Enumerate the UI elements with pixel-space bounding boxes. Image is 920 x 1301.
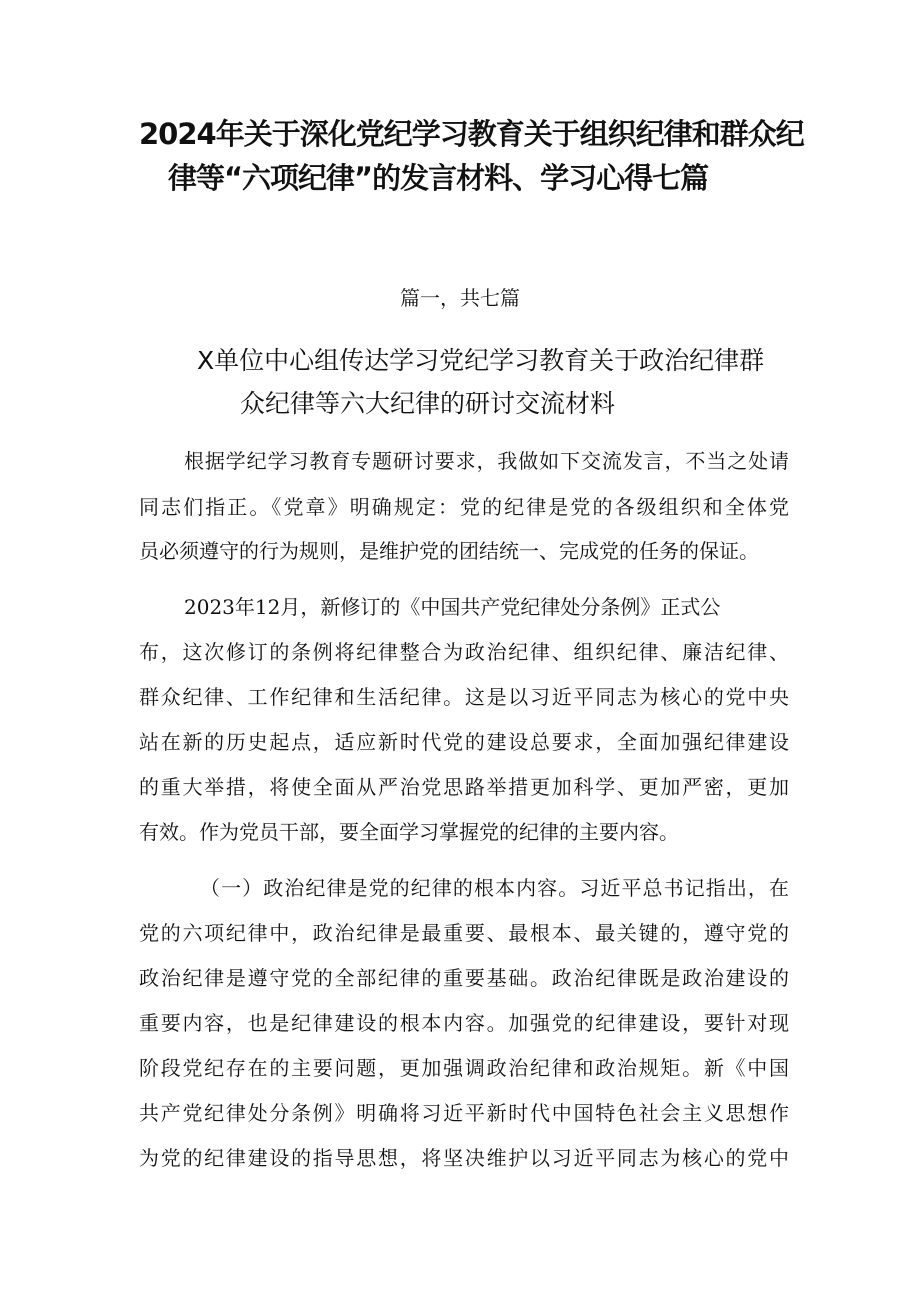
paragraph-2-line-1: 2023年12月，新修订的《中国共产党纪律处分条例》正式公 bbox=[184, 595, 721, 619]
subtitle-line-1: X单位中心组传达学习党纪学习教育关于政治纪律群 bbox=[197, 346, 765, 375]
paragraph-2-line-5: 的重大举措，将使全面从严治党思路举措更加科学、更加严密，更加 bbox=[139, 775, 789, 799]
paragraph-3-line-3: 政治纪律是遵守党的全部纪律的重要基础。政治纪律既是政治建设的 bbox=[139, 966, 789, 990]
paragraph-3-line-5: 阶段党纪存在的主要问题，更加强调政治纪律和政治规矩。新《中国 bbox=[139, 1056, 789, 1080]
section-label: 篇一，共七篇 bbox=[400, 286, 520, 310]
document-title-line-2: 律等“六项纪律”的发言材料、学习心得七篇 bbox=[168, 161, 709, 195]
paragraph-3-line-6: 共产党纪律处分条例》明确将习近平新时代中国特色社会主义思想作 bbox=[139, 1101, 789, 1125]
document-title-line-1: 2024年关于深化党纪学习教育关于组织纪律和群众纪 bbox=[139, 117, 804, 151]
paragraph-1-line-2: 同志们指正。《党章》明确规定：党的纪律是党的各级组织和全体党 bbox=[139, 495, 789, 519]
subtitle-line-2: 众纪律等六大纪律的研讨交流材料 bbox=[240, 389, 616, 418]
paragraph-1-line-1: 根据学纪学习教育专题研讨要求，我做如下交流发言，不当之处请 bbox=[184, 449, 789, 473]
paragraph-3-line-1: （一）政治纪律是党的纪律的根本内容。习近平总书记指出，在 bbox=[200, 876, 789, 900]
paragraph-3-line-2: 党的六项纪律中，政治纪律是最重要、最根本、最关键的，遵守党的 bbox=[139, 921, 789, 945]
paragraph-3-line-7: 为党的纪律建设的指导思想，将坚决维护以习近平同志为核心的党中 bbox=[139, 1146, 789, 1170]
paragraph-2-line-4: 站在新的历史起点，适应新时代党的建设总要求，全面加强纪律建设 bbox=[139, 730, 789, 754]
paragraph-2-line-3: 群众纪律、工作纪律和生活纪律。这是以习近平同志为核心的党中央 bbox=[139, 685, 789, 709]
paragraph-2-line-6: 有效。作为党员干部，要全面学习掌握党的纪律的主要内容。 bbox=[139, 820, 679, 844]
paragraph-1-line-3: 员必须遵守的行为规则，是维护党的团结统一、完成党的任务的保证。 bbox=[139, 539, 759, 563]
paragraph-2-line-2: 布，这次修订的条例将纪律整合为政治纪律、组织纪律、廉洁纪律、 bbox=[139, 640, 789, 664]
paragraph-3-line-4: 重要内容，也是纪律建设的根本内容。加强党的纪律建设，要针对现 bbox=[139, 1011, 789, 1035]
